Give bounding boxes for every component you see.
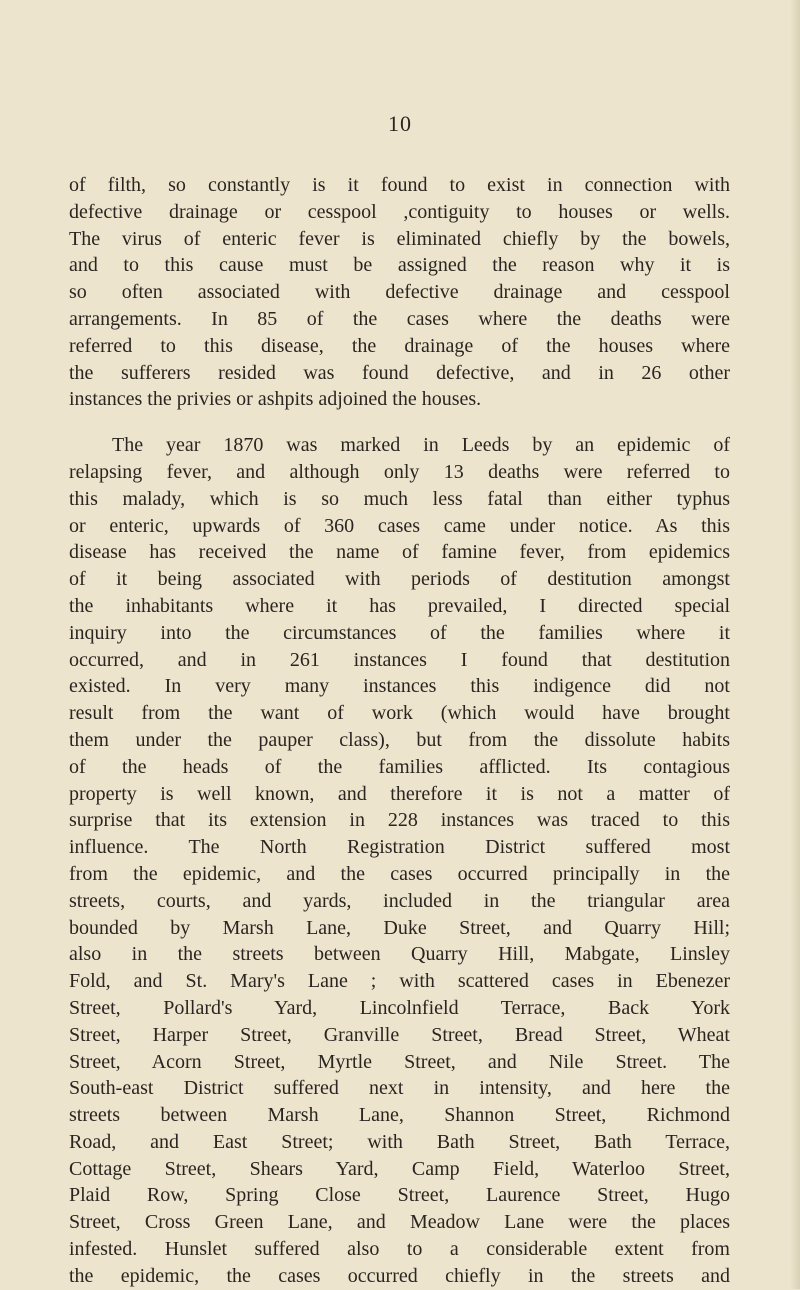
text-line: Plaid Row, Spring Close Street, Laurence Street, Hugo	[69, 1184, 730, 1207]
text-line: Road, and East Street; with Bath Street, Bath Terrace,	[69, 1130, 730, 1153]
text-line: of the heads of the families afflicted. Its contagious	[69, 755, 730, 778]
text-line: Fold, and St. Mary's Lane ; with scattered cases in Ebenezer	[69, 970, 730, 993]
text-line: of filth, so constantly is it found to exist in connection with	[69, 174, 730, 196]
text-line: referred to this disease, the drainage of the houses where	[69, 334, 730, 357]
paragraph-relapsing-fever	[69, 432, 730, 1290]
text-line: streets, courts, and yards, included in the triangular area	[69, 889, 730, 912]
text-line: or enteric, upwards of 360 cases came under notice. As this	[69, 514, 730, 537]
paragraph-continued	[69, 172, 730, 413]
text-line: from the epidemic, and the cases occurred principally in the	[69, 862, 730, 885]
text-line: instances the privies or ashpits adjoined the houses.	[69, 388, 482, 411]
text-line: occurred, and in 261 instances I found that destitution	[69, 648, 730, 671]
text-line: of it being associated with periods of destitution amongst	[69, 568, 730, 591]
text-line: Street, Pollard's Yard, Lincolnfield Terrace, Back York	[69, 996, 730, 1019]
text-line: The virus of enteric fever is eliminated chiefly by the bowels,	[69, 227, 730, 250]
text-line: the epidemic, the cases occurred chiefly in the streets and	[69, 1264, 730, 1287]
text-line: existed. In very many instances this indigence did not	[69, 675, 730, 698]
text-line: Street, Acorn Street, Myrtle Street, and Nile Street. The	[69, 1050, 730, 1073]
text-line: the inhabitants where it has prevailed, I directed special	[69, 594, 730, 617]
page-edge-shadow	[790, 0, 800, 1289]
text-line: infested. Hunslet suffered also to a considerable extent from	[69, 1238, 730, 1261]
text-line: so often associated with defective drainage and cesspool	[69, 281, 730, 304]
text-line: South-east District suffered next in intensity, and here the	[69, 1077, 730, 1100]
text-line: also in the streets between Quarry Hill, Mabgate, Linsley	[69, 943, 730, 966]
text-line: property is well known, and therefore it is not a matter of	[69, 782, 730, 805]
paragraph-gap	[69, 413, 730, 432]
text-line: The year 1870 was marked in Leeds by an epidemic of	[112, 434, 730, 457]
text-line: influence. The North Registration District suffered most	[69, 836, 730, 859]
text-line: this malady, which is so much less fatal than either typhus	[69, 487, 730, 510]
text-line: Cottage Street, Shears Yard, Camp Field, Waterloo Street,	[69, 1157, 730, 1180]
text-line: them under the pauper class), but from the dissolute habits	[69, 728, 730, 751]
text-line: Street, Cross Green Lane, and Meadow Lane were the places	[69, 1211, 730, 1234]
text-line: arrangements. In 85 of the cases where the deaths were	[69, 307, 730, 330]
text-line: streets between Marsh Lane, Shannon Street, Richmond	[69, 1104, 730, 1127]
text-line: relapsing fever, and although only 13 deaths were referred to	[69, 460, 730, 483]
text-line: inquiry into the circumstances of the families where it	[69, 621, 730, 644]
text-line: the sufferers resided was found defective, and in 26 other	[69, 361, 730, 384]
text-line: bounded by Marsh Lane, Duke Street, and Quarry Hill;	[69, 916, 730, 939]
text-line: disease has received the name of famine fever, from epidemics	[69, 541, 730, 564]
text-line: and to this cause must be assigned the reason why it is	[69, 254, 730, 277]
text-line: result from the want of work (which would have brought	[69, 702, 730, 725]
body-text	[69, 172, 730, 1290]
text-line: surprise that its extension in 228 instances was traced to this	[69, 809, 730, 832]
text-line: defective drainage or cesspool ,contiguity to houses or wells.	[69, 200, 730, 223]
page-number: 10	[388, 111, 412, 136]
text-line: Street, Harper Street, Granville Street, Bread Street, Wheat	[69, 1023, 730, 1046]
